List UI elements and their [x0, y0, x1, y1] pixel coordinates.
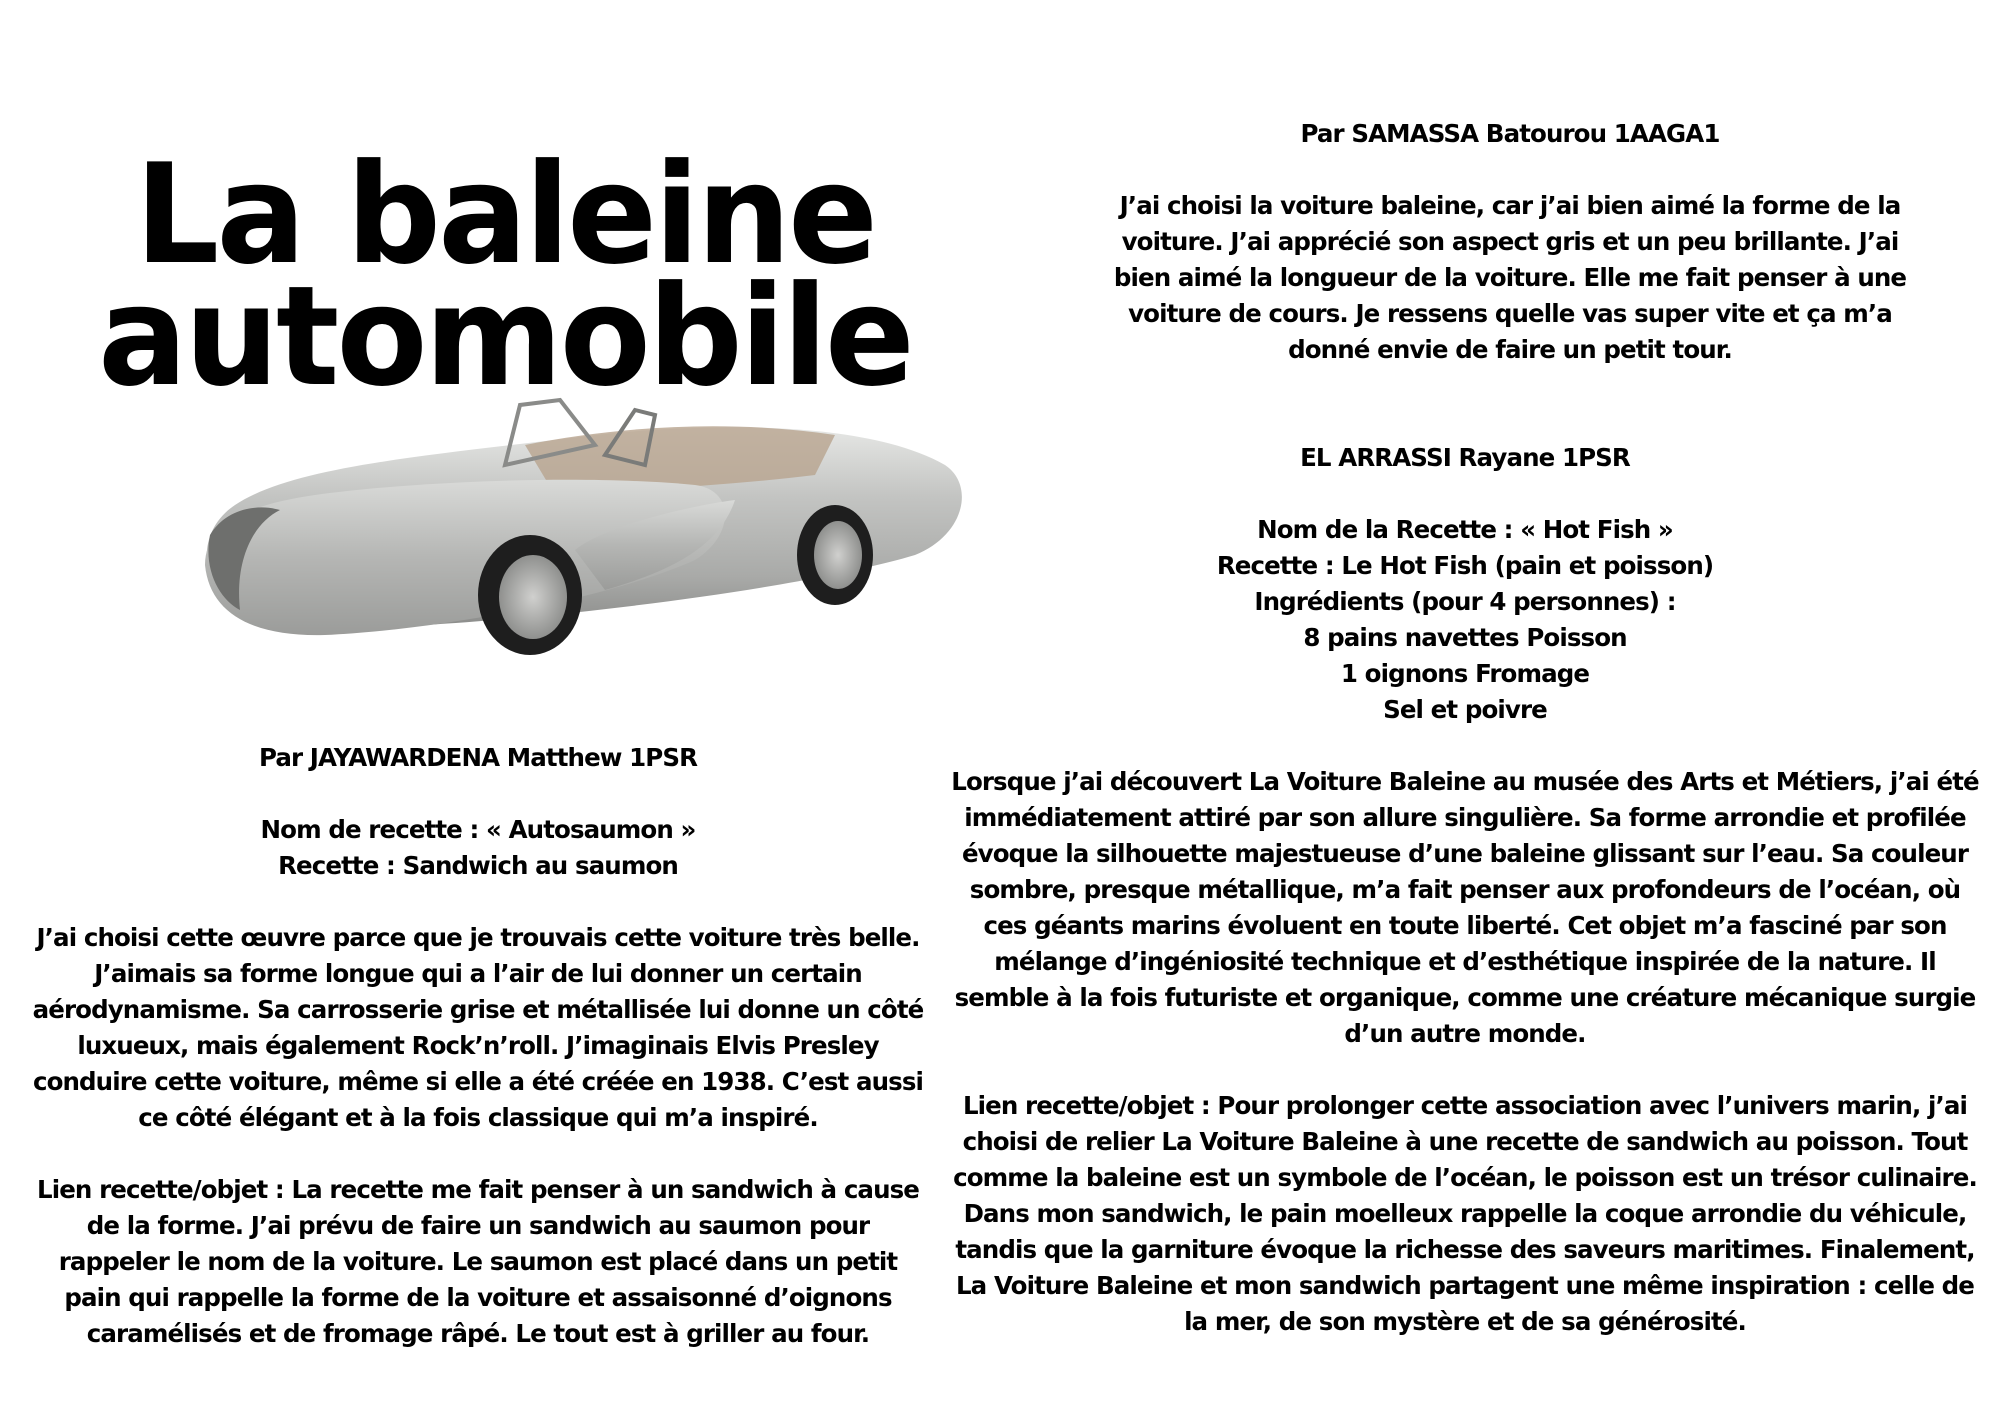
author-block-samassa [1095, 116, 1925, 368]
recipe-name: Nom de recette : « Autosaumon » [260, 815, 696, 844]
paragraph: J’ai choisi la voiture baleine, car j’ai bien aimé la forme de la voiture. J’ai apprécié son aspect gris et un peu brillante. J’ai bien aimé la longueur de la voiture. Elle me fait penser à une voiture de cours. Je ressens quelle vas super vite et ça m’a donné envie de faire un petit tour. [1113, 191, 1907, 364]
title-line-2: automobile [98, 256, 912, 418]
car-image [175, 385, 985, 655]
author-name: EL ARRASSI Rayane 1PSR [1300, 443, 1630, 472]
paragraph: Lorsque j’ai découvert La Voiture Baleine au musée des Arts et Métiers, j’ai été immédiatement attiré par son allure singulière. Sa forme arrondie et profilée évoque la silhouette majestueuse d’une baleine glissant sur l’eau. Sa couleur sombre, presque métallique, m’a fait penser aux profondeurs de l’océan, où ces géants marins évoluent en toute liberté. Cet objet m’a fasciné par son mélange d’ingéniosité technique et d’esthétique inspirée de la nature. Il semble à la fois futuriste et organique, comme une créature mécanique surgie d’un autre monde. [951, 767, 1979, 1048]
author-block-jayawardena [28, 740, 928, 1352]
paragraph: Lien recette/objet : La recette me fait penser à un sandwich à cause de la forme. J’ai prévu de faire un sandwich au saumon pour rappeler le nom de la voiture. Le saumon est placé dans un petit pain qui rappelle la forme de la voiture et assaisonné d’oignons caramélisés et de fromage râpé. Le tout est à griller au four. [36, 1175, 920, 1348]
author-name: Par JAYAWARDENA Matthew 1PSR [258, 743, 698, 772]
ingredients-label: Ingrédients (pour 4 personnes) : [1254, 587, 1676, 616]
recipe: Recette : Sandwich au saumon [278, 851, 678, 880]
recipe: Recette : Le Hot Fish (pain et poisson) [1216, 551, 1714, 580]
page-title [78, 134, 932, 418]
author-name: Par SAMASSA Batourou 1AAGA1 [1300, 119, 1720, 148]
paragraph: J’ai choisi cette œuvre parce que je trouvais cette voiture très belle. J’aimais sa forme longue qui a l’air de lui donner un certain aérodynamisme. Sa carrosserie grise et métallisée lui donne un côté luxueux, mais également Rock’n’roll. J’imaginais Elvis Presley conduire cette voiture, même si elle a été créée en 1938. C’est aussi ce côté élégant et à la fois classique qui m’a inspiré. [32, 923, 924, 1132]
recipe-name: Nom de la Recette : « Hot Fish » [1257, 515, 1673, 544]
ingredient-item: 8 pains navettes Poisson [1303, 623, 1627, 652]
ingredient-item: Sel et poivre [1383, 695, 1547, 724]
ingredient-item: 1 oignons Fromage [1340, 659, 1590, 688]
paragraph: Lien recette/objet : Pour prolonger cette association avec l’univers marin, j’ai choisi de relier La Voiture Baleine à une recette de sandwich au poisson. Tout comme la baleine est un symbole de l’océan, le poisson est un trésor culinaire. Dans mon sandwich, le pain moelleux rappelle la coque arrondie du véhicule, tandis que la garniture évoque la richesse des saveurs maritimes. Finalement, La Voiture Baleine et mon sandwich partagent une même inspiration : celle de la mer, de son mystère et de sa générosité. [953, 1091, 1977, 1336]
author-block-el-arrassi [945, 440, 1985, 1340]
title-line-1: La baleine [134, 134, 876, 296]
